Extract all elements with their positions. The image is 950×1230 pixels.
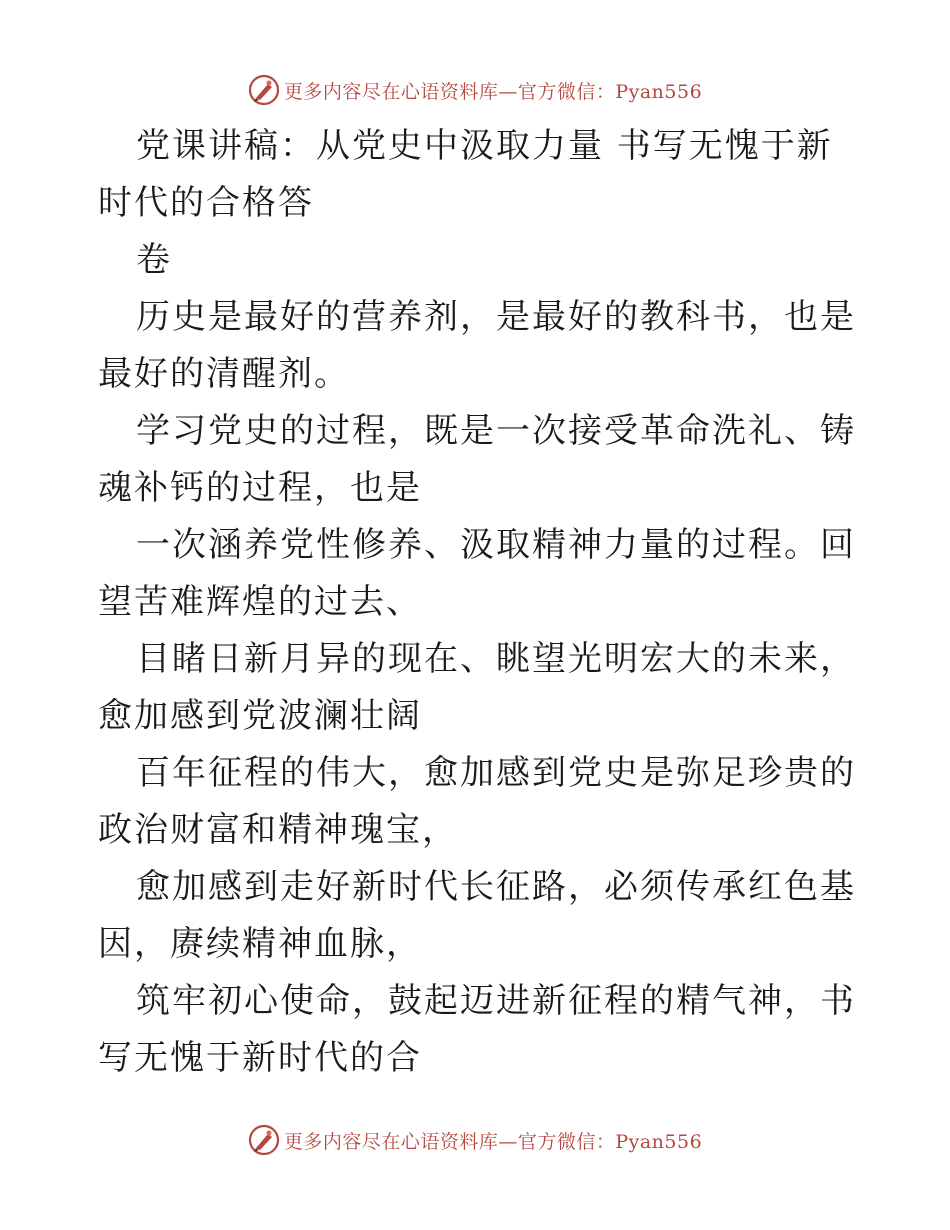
footer-watermark-text: 更多内容尽在心语资料库—官方微信：Pyan556 xyxy=(283,1130,703,1153)
header-watermark-text: 更多内容尽在心语资料库—官方微信：Pyan556 xyxy=(283,80,703,103)
paragraph: 愈加感到走好新时代长征路，必须传承红色基因，赓续精神血脉， xyxy=(98,867,856,964)
paragraph: 筑牢初心使命，鼓起迈进新征程的精气神，书写无愧于新时代的合 xyxy=(98,981,856,1078)
paragraph: 历史是最好的营养剂，是最好的教科书，也是最好的清醒剂。 xyxy=(98,297,856,394)
paragraph: 百年征程的伟大，愈加感到党史是弥足珍贵的政治财富和精神瑰宝， xyxy=(98,753,856,850)
footer-watermark-banner xyxy=(0,1120,950,1160)
paragraph-title: 党课讲稿：从党史中汲取力量 书写无愧于新时代的合格答 xyxy=(98,126,833,223)
document-body xyxy=(98,118,858,1087)
paragraph: 学习党史的过程，既是一次接受革命洗礼、铸魂补钙的过程，也是 xyxy=(98,411,856,508)
paragraph: 一次涵养党性修养、汲取精神力量的过程。回望苦难辉煌的过去、 xyxy=(98,525,856,622)
pen-logo-icon xyxy=(248,1124,280,1156)
header-watermark-banner xyxy=(0,70,950,110)
paragraph: 卷 xyxy=(136,240,172,280)
paragraph: 目睹日新月异的现在、眺望光明宏大的未来，愈加感到党波澜壮阔 xyxy=(98,639,856,736)
pen-logo-icon xyxy=(248,74,280,106)
